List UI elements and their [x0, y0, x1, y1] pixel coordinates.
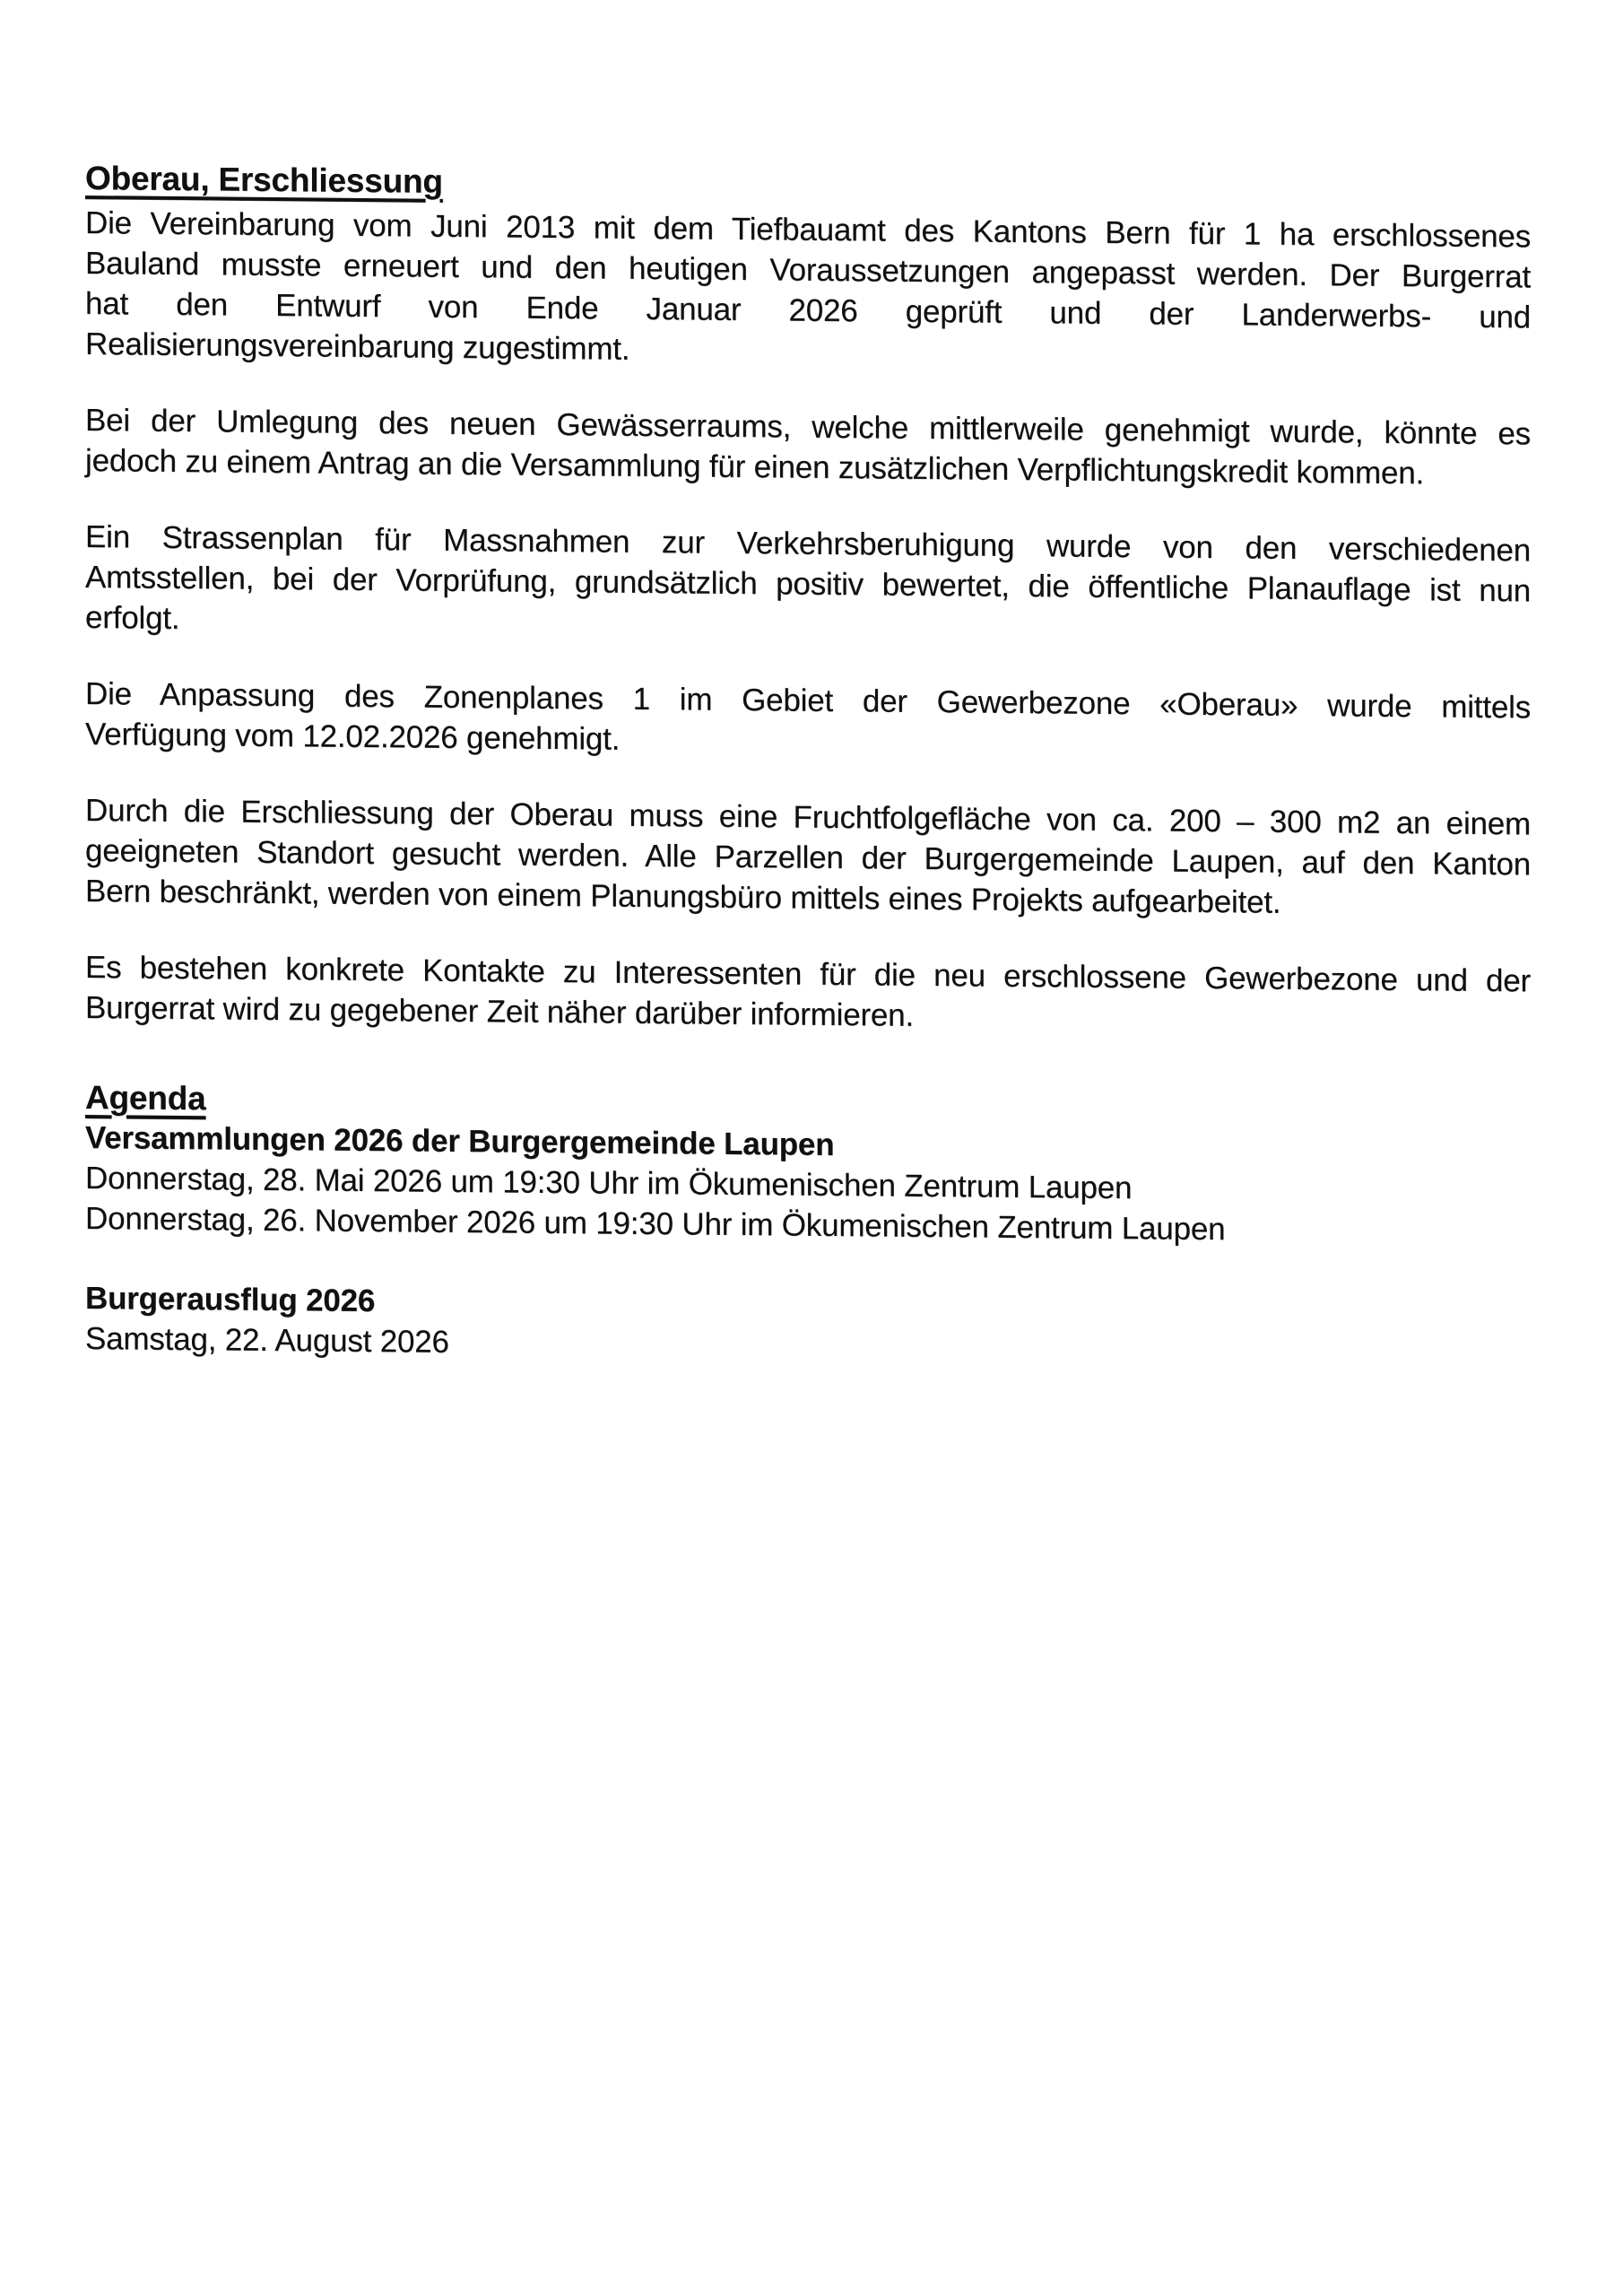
text-line: Durch die Erschliessung der Oberau muss eine Fruchtfolgefläche von ca. 200 – 300 m2 an einem	[85, 793, 1531, 842]
text-line: Bern beschränkt, werden von einem Planungsbüro mittels eines Projekts aufgearbeitet.	[85, 874, 1281, 920]
paragraph	[85, 947, 1531, 1041]
text-line: Es bestehen konkrete Kontakte zu Interessenten für die neu erschlossene Gewerbezone und der	[85, 950, 1531, 999]
document-body	[85, 158, 1531, 1372]
paragraph	[85, 674, 1531, 768]
agenda-event-line: Donnerstag, 26. November 2026 um 19:30 Uhr im Ökumenischen Zentrum Laupen	[85, 1201, 1226, 1248]
text-line: Die Vereinbarung vom Juni 2013 mit dem Tiefbauamt des Kantons Bern für 1 ha erschlossenes	[85, 205, 1531, 255]
agenda-event-block	[85, 1118, 1531, 1252]
scan-skew-wrapper	[85, 158, 1531, 1372]
text-line: Amtsstellen, bei der Vorprüfung, grundsätzlich positiv bewertet, die öffentliche Planauflage ist nun	[85, 560, 1531, 609]
agenda-event-line: Donnerstag, 28. Mai 2026 um 19:30 Uhr im Ökumenischen Zentrum Laupen	[85, 1161, 1133, 1206]
text-line: Burgerrat wird zu gegebener Zeit näher darüber informieren.	[85, 990, 914, 1033]
agenda-event-line: Samstag, 22. August 2026	[85, 1321, 449, 1360]
text-line: Verfügung vom 12.02.2026 genehmigt.	[85, 717, 621, 757]
paragraph	[85, 517, 1531, 651]
agenda-section	[85, 1077, 1531, 1372]
paragraph	[85, 790, 1531, 925]
section-heading-text: Oberau, Erschliessung	[85, 160, 443, 200]
text-line: Realisierungsvereinbarung zugestimmt.	[85, 326, 630, 367]
text-line: erfolgt.	[85, 600, 180, 637]
text-line: Bei der Umlegung des neuen Gewässerraums, welche mittlerweile genehmigt wurde, könnte es	[85, 403, 1531, 452]
agenda-event-title: Versammlungen 2026 der Burgergemeinde Laupen	[85, 1120, 835, 1163]
agenda-event-block	[85, 1278, 1531, 1372]
text-line: Die Anpassung des Zonenplanes 1 im Gebiet der Gewerbezone «Oberau» wurde mittels	[85, 676, 1531, 726]
text-line: Ein Strassenplan für Massnahmen zur Verkehrsberuhigung wurde von den verschiedenen	[85, 519, 1531, 569]
paragraph	[85, 400, 1531, 494]
paragraph	[85, 203, 1531, 378]
text-line: geeigneten Standort gesucht werden. Alle Parzellen der Burgergemeinde Laupen, auf den Kanton	[85, 833, 1531, 883]
text-line: hat den Entwurf von Ende Januar 2026 geprüft und der Landerwerbs- und	[85, 286, 1531, 335]
text-line: jedoch zu einem Antrag an die Versammlung für einen zusätzlichen Verpflichtungskredit kommen.	[85, 443, 1425, 491]
text-line: Bauland musste erneuert und den heutigen Voraussetzungen angepasst werden. Der Burgerrat	[85, 246, 1531, 295]
agenda-event-title: Burgerausflug 2026	[85, 1281, 376, 1319]
agenda-heading-text: Agenda	[85, 1079, 206, 1118]
